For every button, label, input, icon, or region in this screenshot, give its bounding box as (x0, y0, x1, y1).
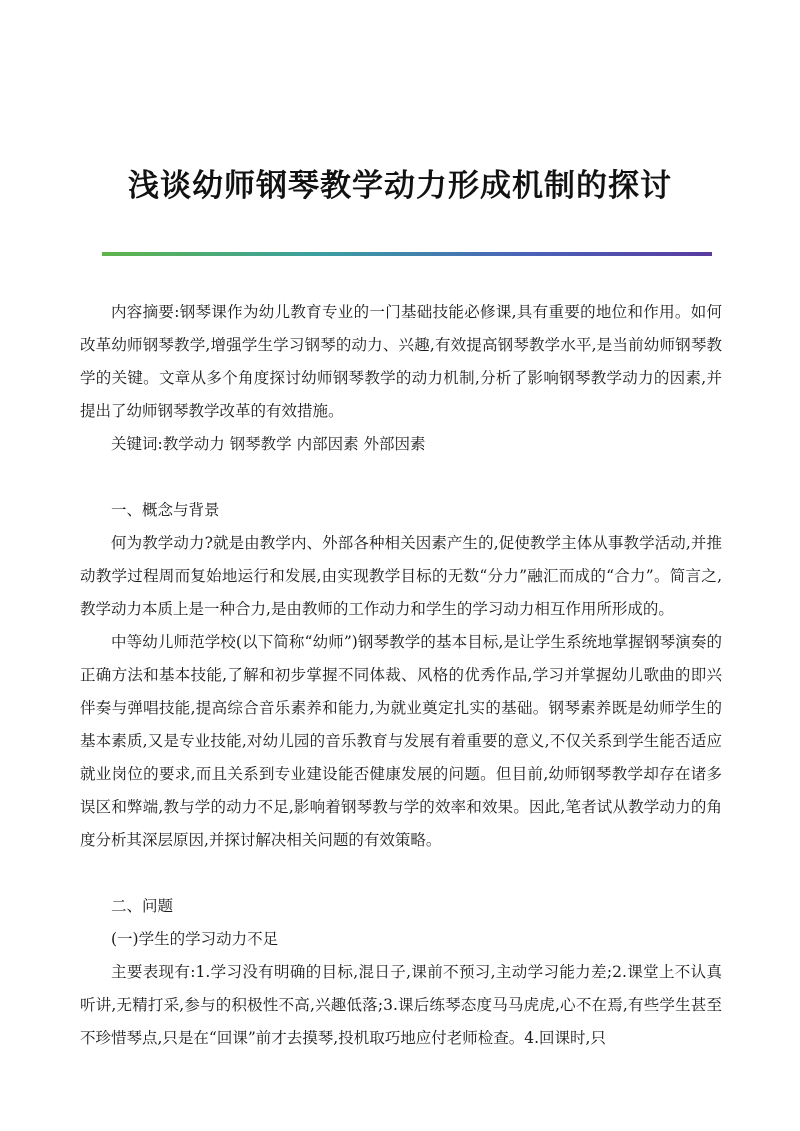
subsection-heading-1: (一)学生的学习动力不足 (111, 930, 279, 948)
title-divider (102, 252, 712, 256)
document-body (80, 296, 722, 1055)
section2-paragraph-1: 主要表现有:1.学习没有明确的目标,混日子,课前不预习,主动学习能力差;2.课堂上不认真听讲,无精打采,参与的积极性不高,兴趣低落;3.课后练琴态度马马虎虎,心不在焉,有些学生甚至不珍惜琴点,只是在“回课”前才去摸琴,投机取巧地应付老师检查。4.回课时,只 (80, 963, 722, 1047)
spacer (80, 857, 722, 890)
section1-paragraph-2: 中等幼儿师范学校(以下简称“幼师”)钢琴教学的基本目标,是让学生系统地掌握钢琴演奏的正确方法和基本技能,了解和初步掌握不同体裁、风格的优秀作品,学习并掌握幼儿歌曲的即兴伴奏与弹唱技能,提高综合音乐素养和能力,为就业奠定扎实的基础。钢琴素养既是幼师学生的基本素质,又是专业技能,对幼儿园的音乐教育与发展有着重要的意义,不仅关系到学生能否适应就业岗位的要求,而且关系到专业建设能否健康发展的问题。但目前,幼师钢琴教学却存在诸多误区和弊端,教与学的动力不足,影响着钢琴教与学的效率和效果。因此,笔者试从教学动力的角度分析其深层原因,并探讨解决相关问题的有效策略。 (80, 633, 722, 849)
section-heading-1: 一、概念与背景 (111, 501, 220, 519)
section1-paragraph-1: 何为教学动力?就是由教学内、外部各种相关因素产生的,促使教学主体从事教学活动,并推动教学过程周而复始地运行和发展,由实现教学目标的无数“分力”融汇而成的“合力”。简言之,教学动力本质上是一种合力,是由教师的工作动力和学生的学习动力相互作用所形成的。 (80, 534, 722, 618)
section-heading-2: 二、问题 (111, 897, 174, 915)
keywords-line: 关键词:教学动力 钢琴教学 内部因素 外部因素 (111, 435, 426, 453)
document-title: 浅谈幼师钢琴教学动力形成机制的探讨 (128, 168, 672, 204)
spacer (80, 461, 722, 494)
abstract-paragraph: 内容摘要:钢琴课作为幼儿教育专业的一门基础技能必修课,具有重要的地位和作用。如何改革幼师钢琴教学,增强学生学习钢琴的动力、兴趣,有效提高钢琴教学水平,是当前幼师钢琴教学的关键。文章从多个角度探讨幼师钢琴教学的动力机制,分析了影响钢琴教学动力的因素,并提出了幼师钢琴教学改革的有效措施。 (80, 303, 722, 420)
